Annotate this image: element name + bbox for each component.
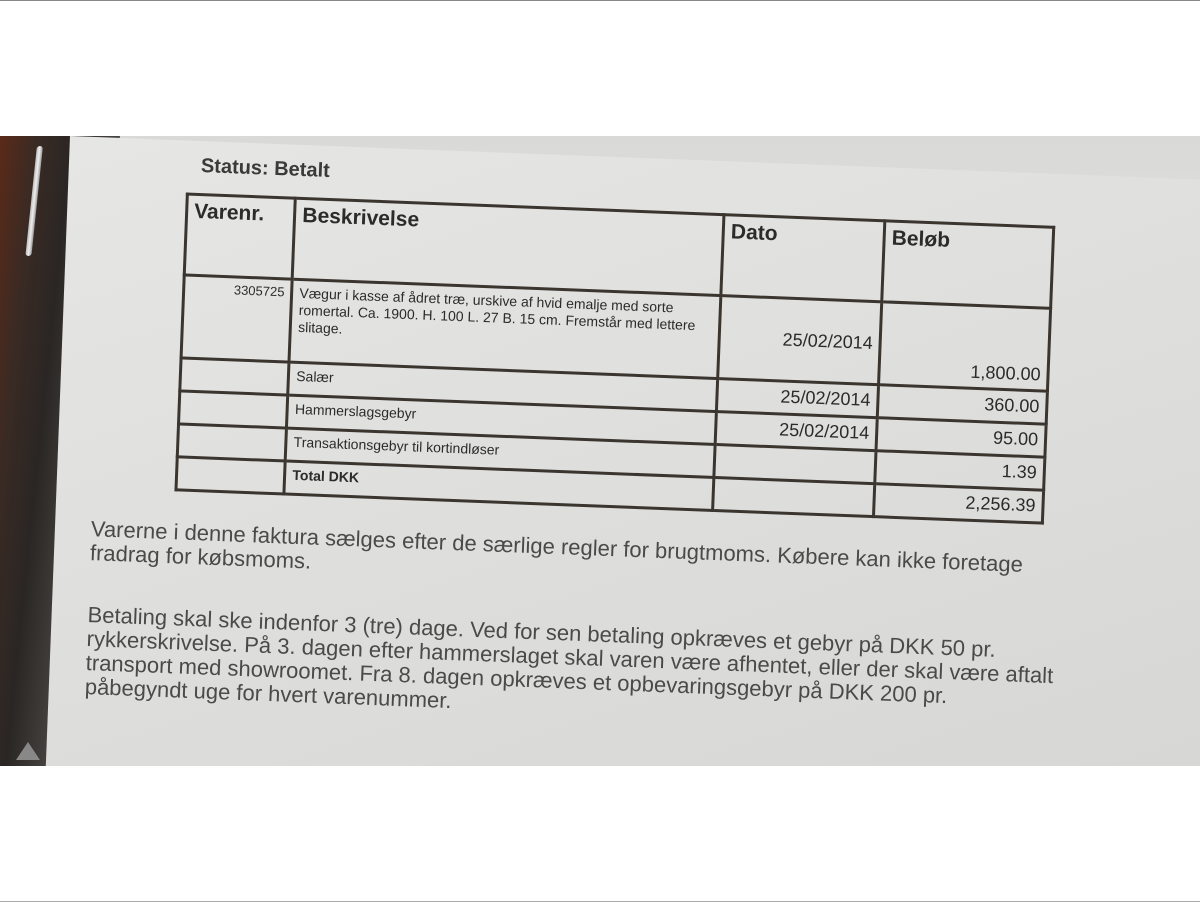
row-varenr	[180, 358, 289, 395]
row-description: Transaktionsgebyr til kortindløser	[285, 428, 715, 477]
row-date: 25/02/2014	[715, 412, 877, 451]
row-amount: 1.39	[875, 451, 1045, 490]
header-belob: Beløb	[882, 221, 1054, 308]
header-beskrivelse: Beskrivelse	[292, 198, 724, 295]
invoice-table	[174, 192, 1055, 524]
row-date: 25/02/2014	[718, 296, 882, 385]
vat-notice-paragraph: Varerne i denne faktura sælges efter de særlige regler for brugtmoms. Købere kan ikke foretage fradrag for købsmoms.	[89, 516, 1024, 577]
row-amount: 95.00	[876, 418, 1046, 457]
row-varenr: 3305725	[181, 275, 292, 362]
bezel-highlight	[25, 146, 43, 256]
row-varenr	[176, 457, 285, 494]
row-description: Total DKK	[284, 461, 714, 510]
cursor-arrow-icon	[16, 742, 40, 760]
row-date: 25/02/2014	[717, 379, 879, 418]
header-varenr: Varenr.	[184, 194, 295, 279]
row-varenr	[179, 391, 288, 428]
row-amount: 2,256.39	[874, 484, 1044, 523]
bottom-blank-band	[0, 766, 1200, 902]
top-blank-band	[0, 0, 1200, 137]
invoice-photo	[0, 136, 1200, 766]
row-date	[713, 477, 875, 516]
invoice-status: Status: Betalt	[200, 155, 331, 182]
header-dato: Dato	[721, 215, 885, 302]
row-description: Hammerslagsgebyr	[287, 395, 717, 444]
row-amount: 1,800.00	[879, 302, 1051, 391]
payment-terms-paragraph: Betaling skal ske indenfor 3 (tre) dage. Ved for sen betaling opkræves et gebyr på DKK 50 pr. rykkerskrivelse. På 3. dagen efter hammerslaget skal varen være afhentet, eller der skal være aftalt transport med showroomet. Fra 8. dagen opkræves et opbevaringsgebyr på DKK 200 pr. påbegyndt uge for hvert varenummer.	[84, 602, 1054, 714]
row-description: Vægur i kasse af ådret træ, urskive af hvid emalje med sorte romertal. Ca. 1900. H. 100 L. 27 B. 15 cm. Fremstår med lettere slitage.	[289, 279, 721, 378]
row-varenr	[177, 424, 286, 461]
invoice-screen	[45, 136, 1200, 766]
row-amount: 360.00	[877, 385, 1047, 424]
row-description: Salær	[288, 362, 718, 411]
